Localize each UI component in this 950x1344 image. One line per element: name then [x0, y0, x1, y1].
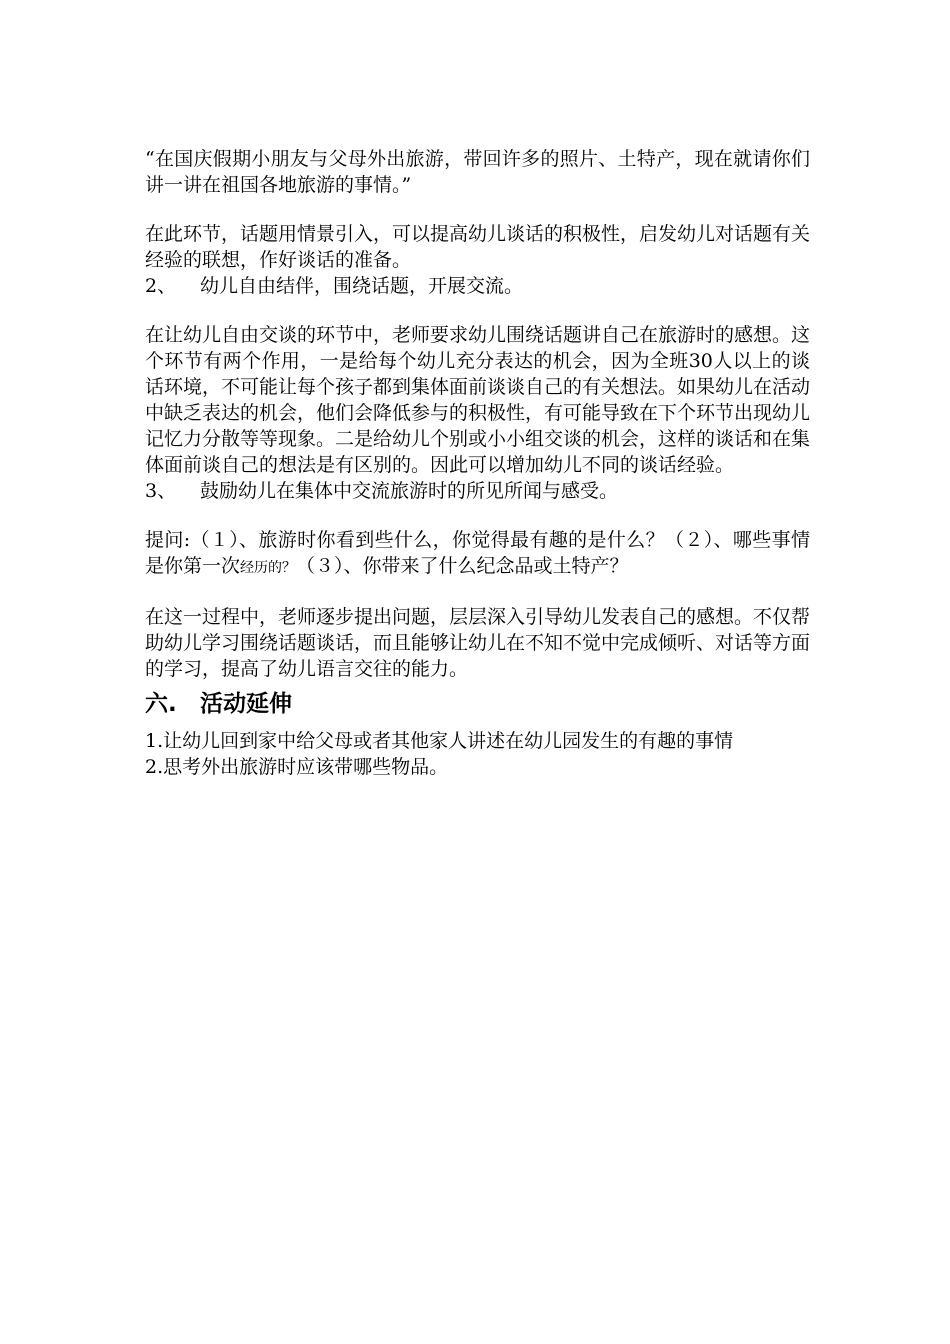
questions-small-text: 经历的？ — [240, 560, 297, 576]
questions-part-a: 提问:（１）、旅游时你看到些什么，你觉得最有趣的是什么？（２）、哪些事情是你第一次 — [145, 529, 810, 577]
questions-part-b: （３）、你带来了什么纪念品或土特产？ — [296, 555, 629, 577]
section-6-heading — [145, 688, 810, 720]
list-item: 1.让幼儿回到家中给父母或者其他家人讲述在幼儿园发生的有趣的事情 — [145, 730, 734, 752]
step-3-text: 鼓励幼儿在集体中交流旅游时的所见所闻与感受。 — [200, 480, 619, 502]
section-6-list — [145, 728, 810, 780]
page-content — [145, 146, 810, 780]
step-2-heading — [145, 273, 810, 299]
step-2-comment-paragraph: 在让幼儿自由交谈的环节中，老师要求幼儿围绕话题讲自己在旅游时的感想。这个环节有两个作用，一是给每个幼儿充分表达的机会，因为全班30人以上的谈话环境，不可能让每个孩子都到集体面前谈谈自己的有关想法。如果幼儿在活动中缺乏表达的机会，他们会降低参与的积极性，有可能导致在下个环节出现幼儿记忆力分散等等现象。二是给幼儿个别或小小组交谈的机会，这样的谈话和在集体面前谈自己的想法是有区别的。因此可以增加幼儿不同的谈话经验。 — [145, 324, 811, 476]
step-3-heading — [145, 478, 810, 504]
questions-paragraph — [145, 527, 810, 581]
section-6-number: 六. — [145, 691, 177, 717]
step-2-number: 2、 — [145, 275, 177, 297]
intro-comment-paragraph: 在此环节，话题用情景引入，可以提高幼儿谈话的积极性，启发幼儿对话题有关经验的联想，作好谈话的准备。 — [145, 223, 811, 271]
step-2-text: 幼儿自由结伴，围绕话题，开展交流。 — [200, 275, 524, 297]
step-3-number: 3、 — [145, 480, 177, 502]
step-3-comment-paragraph: 在这一过程中，老师逐步提出问题，层层深入引导幼儿发表自己的感想。不仅帮助幼儿学习围绕话题谈话，而且能够让幼儿在不知不觉中完成倾听、对话等方面的学习，提高了幼儿语言交往的能力。 — [145, 606, 811, 680]
intro-quote-paragraph: “在国庆假期小朋友与父母外出旅游，带回许多的照片、土特产，现在就请你们讲一讲在祖国各地旅游的事情。” — [145, 148, 810, 196]
section-6-title: 活动延伸 — [200, 691, 292, 717]
list-item: 2.思考外出旅游时应该带哪些物品。 — [145, 756, 449, 778]
